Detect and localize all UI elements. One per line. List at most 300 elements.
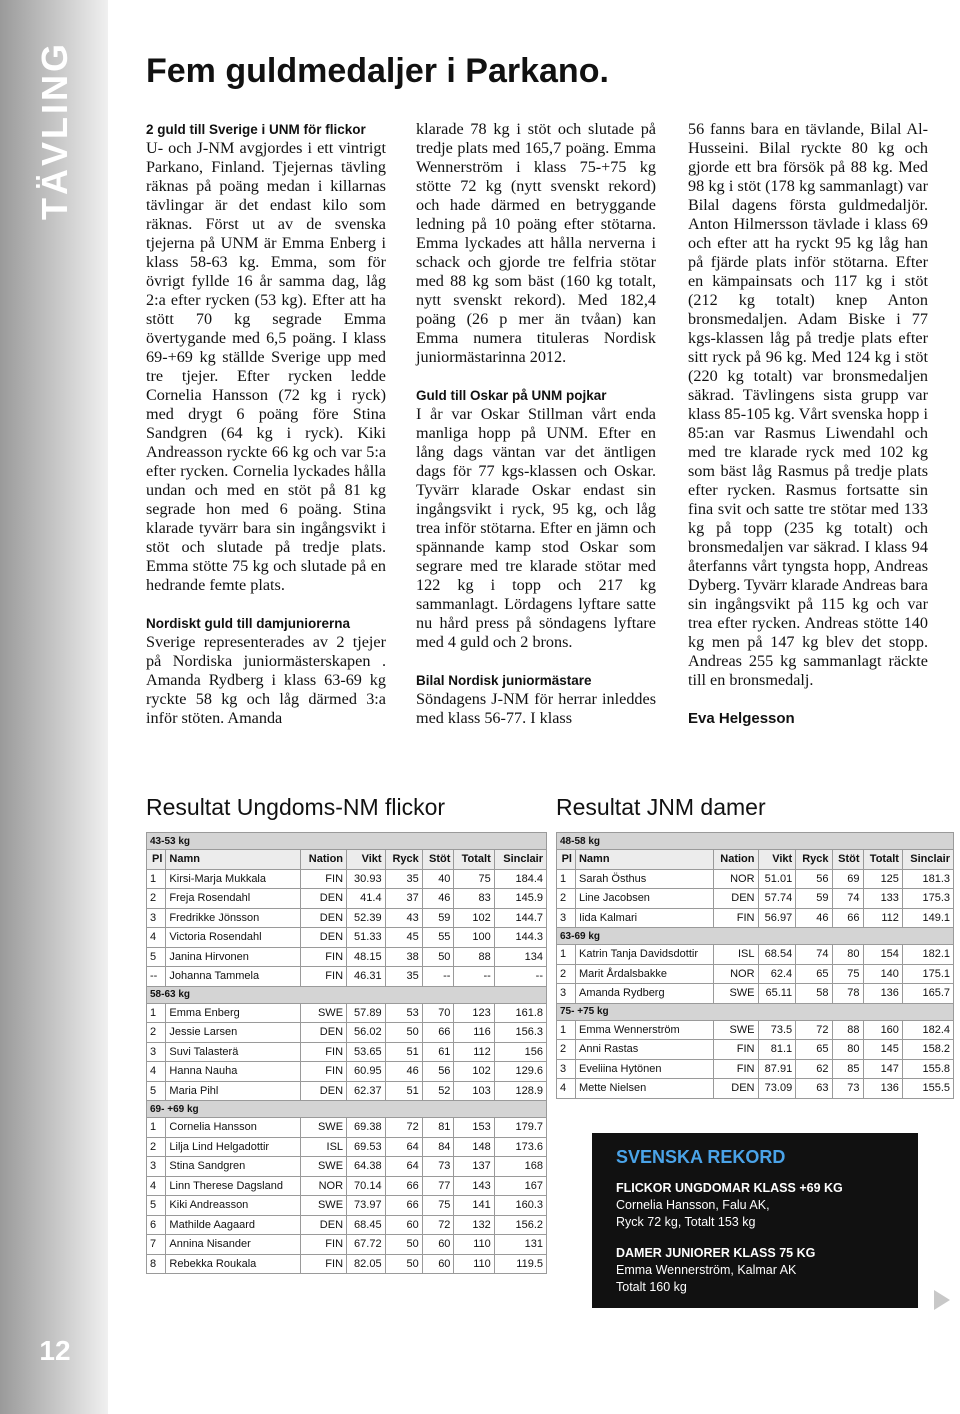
table-cell: 128.9 [494, 1081, 546, 1101]
table-row [147, 1042, 547, 1062]
results-ungdom-heading: Resultat Ungdoms-NM flickor [146, 794, 446, 820]
table-cell: 141 [454, 1196, 494, 1216]
table-cell: -- [454, 967, 494, 987]
table-row [557, 964, 954, 984]
table-row [147, 1003, 547, 1023]
table-cell: 56.02 [347, 1023, 386, 1043]
subheading: Nordiskt guld till damjuniorerna [146, 616, 351, 631]
table-cell: 3 [147, 908, 166, 928]
table-cell: Jessie Larsen [166, 1023, 301, 1043]
column-header: Pl [557, 850, 576, 870]
table-cell: 173.6 [494, 1137, 546, 1157]
table-cell: 40 [422, 869, 454, 889]
table-cell: 55 [422, 928, 454, 948]
table-row [557, 945, 954, 965]
table-cell: 66 [422, 1023, 454, 1043]
column-header: Totalt [863, 850, 902, 870]
table-row [147, 1215, 547, 1235]
table-cell: 51.01 [758, 869, 796, 889]
table-cell: 83 [454, 889, 494, 909]
table-cell: FIN [301, 1235, 347, 1255]
table-cell: 50 [385, 1023, 422, 1043]
table-cell: DEN [301, 1215, 347, 1235]
page-number: 12 [39, 1335, 71, 1366]
table-cell: SWE [301, 1118, 347, 1138]
column-header: Sinclair [494, 850, 546, 870]
article-paragraph: klarade 78 kg i stöt och slutade på tredje plats med 165,7 poäng. Emma Wennerström i klass 75-+75 kg stötte 72 kg (nytt svenskt rekord) och hade därmed en betryggande ledning på 10 poäng efter stötarna. Emma lyckades att hålla nerverna i schack och gjorde tre felfria stötar med 88 kg som bäst (160 kg totalt, nytt svenskt rekord). Med 182,4 poäng (26 p mer än tvåan) kan Emma numera tituleras Nordisk juniormästarinna 2012. [416, 120, 656, 366]
table-cell: 5 [147, 1081, 166, 1101]
table-cell: 161.8 [494, 1003, 546, 1023]
table-cell: 154 [863, 945, 902, 965]
table-cell: Annina Nisander [166, 1235, 301, 1255]
section-label: TÄVLING [34, 41, 75, 220]
table-row [147, 1137, 547, 1157]
table-cell: 35 [385, 967, 422, 987]
table-cell: FIN [301, 869, 347, 889]
weight-class-row [147, 1101, 547, 1118]
table-cell: -- [494, 967, 546, 987]
table-row [147, 1118, 547, 1138]
table-cell: Katrin Tanja Davidsdottir [575, 945, 713, 965]
table-cell: DEN [713, 889, 758, 909]
table-row [147, 1254, 547, 1274]
table-cell: 2 [557, 964, 576, 984]
table-cell: 66 [385, 1196, 422, 1216]
table-cell: 37 [385, 889, 422, 909]
table-cell: 77 [422, 1176, 454, 1196]
rekord-entry-line: Totalt 160 kg [616, 1280, 687, 1294]
table-cell: 143 [454, 1176, 494, 1196]
table-cell: 3 [147, 1157, 166, 1177]
table-cell: FIN [301, 1062, 347, 1082]
table-cell: 100 [454, 928, 494, 948]
table-cell: 2 [557, 889, 576, 909]
table-cell: 66 [832, 908, 863, 928]
table-cell: Emma Wennerström [575, 1020, 713, 1040]
column-header: Totalt [454, 850, 494, 870]
table-cell: 52.39 [347, 908, 386, 928]
table-cell: 69 [832, 869, 863, 889]
table-row [557, 908, 954, 928]
table-cell: 65 [796, 1040, 832, 1060]
table-cell: 68.45 [347, 1215, 386, 1235]
weight-class-row [147, 986, 547, 1003]
table-cell: 53 [385, 1003, 422, 1023]
table-cell: Stina Sandgren [166, 1157, 301, 1177]
table-cell: 148 [454, 1137, 494, 1157]
table-cell: 182.1 [902, 945, 953, 965]
table-cell: SWE [301, 1003, 347, 1023]
table-cell: 70 [422, 1003, 454, 1023]
table-cell: Mette Nielsen [575, 1079, 713, 1099]
table-cell: 2 [147, 1023, 166, 1043]
article-paragraph: Sverige representerades av 2 tjejer på Nordiska juniormästerskapen . Amanda Rydberg i klass 63-69 kg ryckte 58 kg och låg därmed 3:a inför stöten. Amanda [146, 633, 386, 727]
table-cell: Linn Therese Dagsland [166, 1176, 301, 1196]
table-cell: Kiki Andreasson [166, 1196, 301, 1216]
table-cell: NOR [713, 964, 758, 984]
weight-class-row [557, 1003, 954, 1020]
table-cell: 165.7 [902, 984, 953, 1004]
table-row [147, 947, 547, 967]
table-cell: 66 [385, 1176, 422, 1196]
svenska-rekord-box [592, 1133, 918, 1308]
table-cell: 153 [454, 1118, 494, 1138]
table-cell: 60 [422, 1235, 454, 1255]
table-cell: 73.09 [758, 1079, 796, 1099]
table-cell: 56 [796, 869, 832, 889]
table-cell: SWE [713, 1020, 758, 1040]
results-ungdom-table [146, 832, 547, 1274]
table-cell: 129.6 [494, 1062, 546, 1082]
rekord-entry [616, 1245, 894, 1296]
table-cell: Freja Rosendahl [166, 889, 301, 909]
table-cell: 74 [832, 889, 863, 909]
svenska-rekord-title: SVENSKA REKORD [616, 1147, 786, 1167]
table-cell: 84 [422, 1137, 454, 1157]
subheading: 2 guld till Sverige i UNM för flickor [146, 122, 366, 137]
table-cell: 133 [863, 889, 902, 909]
table-row [147, 967, 547, 987]
table-cell: 102 [454, 908, 494, 928]
table-cell: 72 [385, 1118, 422, 1138]
table-cell: 50 [385, 1254, 422, 1274]
table-cell: Kirsi-Marja Mukkala [166, 869, 301, 889]
table-cell: 103 [454, 1081, 494, 1101]
column-header: Namn [575, 850, 713, 870]
table-cell: Line Jacobsen [575, 889, 713, 909]
table-cell: 1 [557, 945, 576, 965]
weight-class-row [147, 833, 547, 850]
table-row [147, 889, 547, 909]
table-cell: 68.54 [758, 945, 796, 965]
column-header: Ryck [796, 850, 832, 870]
table-cell: 136 [863, 984, 902, 1004]
table-cell: 60 [385, 1215, 422, 1235]
table-cell: 136 [863, 1079, 902, 1099]
sidebar [0, 0, 108, 1414]
table-cell: Amanda Rydberg [575, 984, 713, 1004]
table-row [557, 1020, 954, 1040]
table-row [557, 1059, 954, 1079]
table-cell: 75 [454, 869, 494, 889]
table-cell: 110 [454, 1254, 494, 1274]
table-cell: 64 [385, 1137, 422, 1157]
table-row [147, 928, 547, 948]
table-cell: Marit Årdalsbakke [575, 964, 713, 984]
table-cell: 57.89 [347, 1003, 386, 1023]
rekord-entry-line: Ryck 72 kg, Totalt 153 kg [616, 1215, 756, 1229]
table-cell: 184.4 [494, 869, 546, 889]
table-cell: Mathilde Aagaard [166, 1215, 301, 1235]
table-cell: ISL [301, 1137, 347, 1157]
table-cell: 51 [385, 1042, 422, 1062]
table-cell: 4 [147, 1062, 166, 1082]
table-cell: 131 [494, 1235, 546, 1255]
table-cell: 65.11 [758, 984, 796, 1004]
table-cell: 51.33 [347, 928, 386, 948]
table-cell: 56 [422, 1062, 454, 1082]
table-cell: 5 [147, 947, 166, 967]
table-cell: 123 [454, 1003, 494, 1023]
article-paragraph: U- och J-NM avgjordes i ett vintrigt Parkano, Finland. Tjejernas tävling räknas på poäng medan i killarnas tävlingar är det endast kilo som räknas. Först ut av de svenska tjejerna på UNM är Emma Enberg i klass 58-63 kg. Emma, som för övrigt fyllde 16 år samma dag, låg 2:a efter rycken (53 kg). Efter att ha stött 70 kg segrade Emma övertygande med 6,5 poäng. I klass 69-+69 kg ställde Sverige upp med tre tjejer. Efter rycken ledde Cornelia Hansson (72 kg i ryck) med drygt 6 poäng före Stina Sandgren (64 kg i ryck). Kiki Andreasson ryckte 66 kg och var 5:a efter rycken. Cornelia lyckades hålla undan och med en stöt på 81 kg segrade hon med 6 poäng. Stina klarade tyvärr bara sin ingångsvikt i stöt och slutade på tredje plats. Emma stötte 75 kg och slutade på en hedrande femte plats. [146, 139, 386, 594]
table-cell: NOR [301, 1176, 347, 1196]
table-cell: 62 [796, 1059, 832, 1079]
table-cell: Suvi Talasterä [166, 1042, 301, 1062]
table-cell: 75 [832, 964, 863, 984]
table-cell: FIN [301, 947, 347, 967]
table-cell: 156.2 [494, 1215, 546, 1235]
table-cell: Cornelia Hansson [166, 1118, 301, 1138]
table-cell: 156 [494, 1042, 546, 1062]
table-cell: DEN [713, 1079, 758, 1099]
table-cell: Rebekka Roukala [166, 1254, 301, 1274]
table-cell: Sarah Östhus [575, 869, 713, 889]
table-cell: 72 [422, 1215, 454, 1235]
column-header: Stöt [422, 850, 454, 870]
results-jnm-table [556, 832, 954, 1099]
table-cell: 64 [385, 1157, 422, 1177]
table-cell: 59 [796, 889, 832, 909]
table-cell: 155.5 [902, 1079, 953, 1099]
table-cell: 57.74 [758, 889, 796, 909]
results-jnm-heading: Resultat JNM damer [556, 794, 766, 820]
headline: Fem guldmedaljer i Parkano. [146, 52, 609, 90]
table-cell: 82.05 [347, 1254, 386, 1274]
table-cell: 85 [832, 1059, 863, 1079]
table-cell: 147 [863, 1059, 902, 1079]
table-cell: 69.38 [347, 1118, 386, 1138]
table-cell: 56.97 [758, 908, 796, 928]
table-cell: FIN [301, 1042, 347, 1062]
article-column-1 [146, 120, 386, 728]
table-cell: 72 [796, 1020, 832, 1040]
table-cell: 73.97 [347, 1196, 386, 1216]
table-cell: FIN [713, 908, 758, 928]
next-page-arrow-icon[interactable] [934, 1290, 950, 1310]
table-cell: FIN [713, 1059, 758, 1079]
table-cell: 119.5 [494, 1254, 546, 1274]
table-cell: 74 [796, 945, 832, 965]
weight-class-label: 48-58 kg [557, 833, 954, 850]
weight-class-label: 58-63 kg [147, 986, 547, 1003]
table-row [557, 1079, 954, 1099]
subheading: Guld till Oskar på UNM pojkar [416, 388, 607, 403]
table-cell: 46 [796, 908, 832, 928]
table-cell: NOR [713, 869, 758, 889]
column-header: Nation [301, 850, 347, 870]
table-cell: SWE [301, 1196, 347, 1216]
table-cell: 181.3 [902, 869, 953, 889]
column-header: Nation [713, 850, 758, 870]
table-cell: Hanna Nauha [166, 1062, 301, 1082]
table-cell: 4 [557, 1079, 576, 1099]
table-cell: 41.4 [347, 889, 386, 909]
table-row [557, 869, 954, 889]
table-cell: 50 [422, 947, 454, 967]
table-cell: 1 [147, 1118, 166, 1138]
table-cell: 67.72 [347, 1235, 386, 1255]
table-cell: 144.3 [494, 928, 546, 948]
column-header: Vikt [758, 850, 796, 870]
rekord-entry-line: Emma Wennerström, Kalmar AK [616, 1263, 797, 1277]
column-header: Namn [166, 850, 301, 870]
table-cell: 145 [863, 1040, 902, 1060]
table-cell: 80 [832, 1040, 863, 1060]
table-cell: 160 [863, 1020, 902, 1040]
table-cell: 5 [147, 1196, 166, 1216]
column-header: Pl [147, 850, 166, 870]
table-cell: 160.3 [494, 1196, 546, 1216]
article-paragraph: Söndagens J-NM för herrar inleddes med klass 56-77. I klass [416, 690, 656, 727]
table-cell: 50 [385, 1235, 422, 1255]
table-cell: DEN [301, 1081, 347, 1101]
table-cell: 70.14 [347, 1176, 386, 1196]
table-cell: 7 [147, 1235, 166, 1255]
table-cell: 73 [832, 1079, 863, 1099]
table-cell: 1 [147, 869, 166, 889]
table-cell: 45 [385, 928, 422, 948]
table-cell: 4 [147, 1176, 166, 1196]
rekord-entry-heading: DAMER JUNIORER KLASS 75 KG [616, 1246, 816, 1260]
table-cell: Victoria Rosendahl [166, 928, 301, 948]
table-cell: Lilja Lind Helgadottir [166, 1137, 301, 1157]
table-cell: 73 [422, 1157, 454, 1177]
table-cell: 62.37 [347, 1081, 386, 1101]
table-cell: FIN [301, 1254, 347, 1274]
table-header-row [557, 850, 954, 870]
table-cell: 168 [494, 1157, 546, 1177]
weight-class-row [557, 928, 954, 945]
column-header: Sinclair [902, 850, 953, 870]
author-signature: Eva Helgesson [688, 710, 795, 727]
table-cell: 81.1 [758, 1040, 796, 1060]
weight-class-label: 69- +69 kg [147, 1101, 547, 1118]
table-cell: 3 [147, 1042, 166, 1062]
table-cell: -- [147, 967, 166, 987]
table-cell: 60.95 [347, 1062, 386, 1082]
table-cell: FIN [713, 1040, 758, 1060]
table-cell: 53.65 [347, 1042, 386, 1062]
table-cell: 3 [557, 984, 576, 1004]
table-cell: 80 [832, 945, 863, 965]
rekord-entry-heading: FLICKOR UNGDOMAR KLASS +69 KG [616, 1181, 843, 1195]
column-header: Ryck [385, 850, 422, 870]
table-cell: 4 [147, 928, 166, 948]
table-cell: Johanna Tammela [166, 967, 301, 987]
table-cell: 48.15 [347, 947, 386, 967]
table-cell: 1 [147, 1003, 166, 1023]
table-cell: 2 [557, 1040, 576, 1060]
table-cell: ISL [713, 945, 758, 965]
table-cell: 65 [796, 964, 832, 984]
table-row [147, 1023, 547, 1043]
table-cell: 8 [147, 1254, 166, 1274]
weight-class-label: 75- +75 kg [557, 1003, 954, 1020]
column-header: Stöt [832, 850, 863, 870]
weight-class-label: 63-69 kg [557, 928, 954, 945]
table-cell: 73.5 [758, 1020, 796, 1040]
table-cell: FIN [301, 967, 347, 987]
table-cell: 43 [385, 908, 422, 928]
table-row [147, 1062, 547, 1082]
table-cell: 46 [422, 889, 454, 909]
table-cell: 158.2 [902, 1040, 953, 1060]
weight-class-label: 43-53 kg [147, 833, 547, 850]
table-cell: 38 [385, 947, 422, 967]
table-row [557, 984, 954, 1004]
table-cell: Eveliina Hytönen [575, 1059, 713, 1079]
table-cell: 102 [454, 1062, 494, 1082]
table-cell: 30.93 [347, 869, 386, 889]
table-cell: 149.1 [902, 908, 953, 928]
table-row [557, 1040, 954, 1060]
rekord-entry [616, 1180, 894, 1231]
column-header: Vikt [347, 850, 386, 870]
table-row [557, 889, 954, 909]
table-cell: 175.1 [902, 964, 953, 984]
table-cell: 64.38 [347, 1157, 386, 1177]
rekord-entry-line: Cornelia Hansson, Falu AK, [616, 1198, 770, 1212]
table-cell: 2 [147, 889, 166, 909]
table-cell: 116 [454, 1023, 494, 1043]
table-cell: 61 [422, 1042, 454, 1062]
table-cell: 112 [454, 1042, 494, 1062]
table-row [147, 908, 547, 928]
table-cell: DEN [301, 908, 347, 928]
table-cell: 87.91 [758, 1059, 796, 1079]
subheading: Bilal Nordisk juniormästare [416, 673, 592, 688]
table-cell: 182.4 [902, 1020, 953, 1040]
table-cell: 52 [422, 1081, 454, 1101]
table-cell: 6 [147, 1215, 166, 1235]
table-cell: Fredrikke Jönsson [166, 908, 301, 928]
table-cell: Emma Enberg [166, 1003, 301, 1023]
table-cell: 1 [557, 1020, 576, 1040]
table-row [147, 1157, 547, 1177]
weight-class-row [557, 833, 954, 850]
table-cell: 155.8 [902, 1059, 953, 1079]
table-cell: Anni Rastas [575, 1040, 713, 1060]
table-cell: 156.3 [494, 1023, 546, 1043]
table-cell: 125 [863, 869, 902, 889]
table-cell: DEN [301, 889, 347, 909]
table-cell: 179.7 [494, 1118, 546, 1138]
table-cell: 51 [385, 1081, 422, 1101]
table-cell: 1 [557, 869, 576, 889]
table-cell: 59 [422, 908, 454, 928]
table-cell: 58 [796, 984, 832, 1004]
table-row [147, 1176, 547, 1196]
table-cell: 112 [863, 908, 902, 928]
article-column-2 [416, 120, 656, 728]
table-cell: 2 [147, 1137, 166, 1157]
article-paragraph: I år var Oskar Stillman vårt enda manliga hopp på UNM. Efter en lång dags väntan var det äntligen dags för 77 kgs-klassen och Oskar. Tyvärr klarade Oskar endast sin ingångsvikt i ryck, 95 kg, och låg trea inför stötarna. Efter en jämn och spännande kamp stod Oskar som segrare med tre klarade stötar med 122 kg i topp och 217 kg sammanlagt. Lördagens lyftare satte nu hård press på söndagens lyftare med 4 guld och 2 brons. [416, 405, 656, 651]
table-cell: 137 [454, 1157, 494, 1177]
table-cell: 60 [422, 1254, 454, 1274]
table-cell: Maria Pihl [166, 1081, 301, 1101]
table-cell: 145.9 [494, 889, 546, 909]
table-cell: 63 [796, 1079, 832, 1099]
table-cell: 46.31 [347, 967, 386, 987]
table-cell: SWE [713, 984, 758, 1004]
table-cell: Iida Kalmari [575, 908, 713, 928]
table-cell: 78 [832, 984, 863, 1004]
table-cell: 69.53 [347, 1137, 386, 1157]
table-cell: 46 [385, 1062, 422, 1082]
table-cell: 175.3 [902, 889, 953, 909]
table-cell: 62.4 [758, 964, 796, 984]
table-cell: 132 [454, 1215, 494, 1235]
